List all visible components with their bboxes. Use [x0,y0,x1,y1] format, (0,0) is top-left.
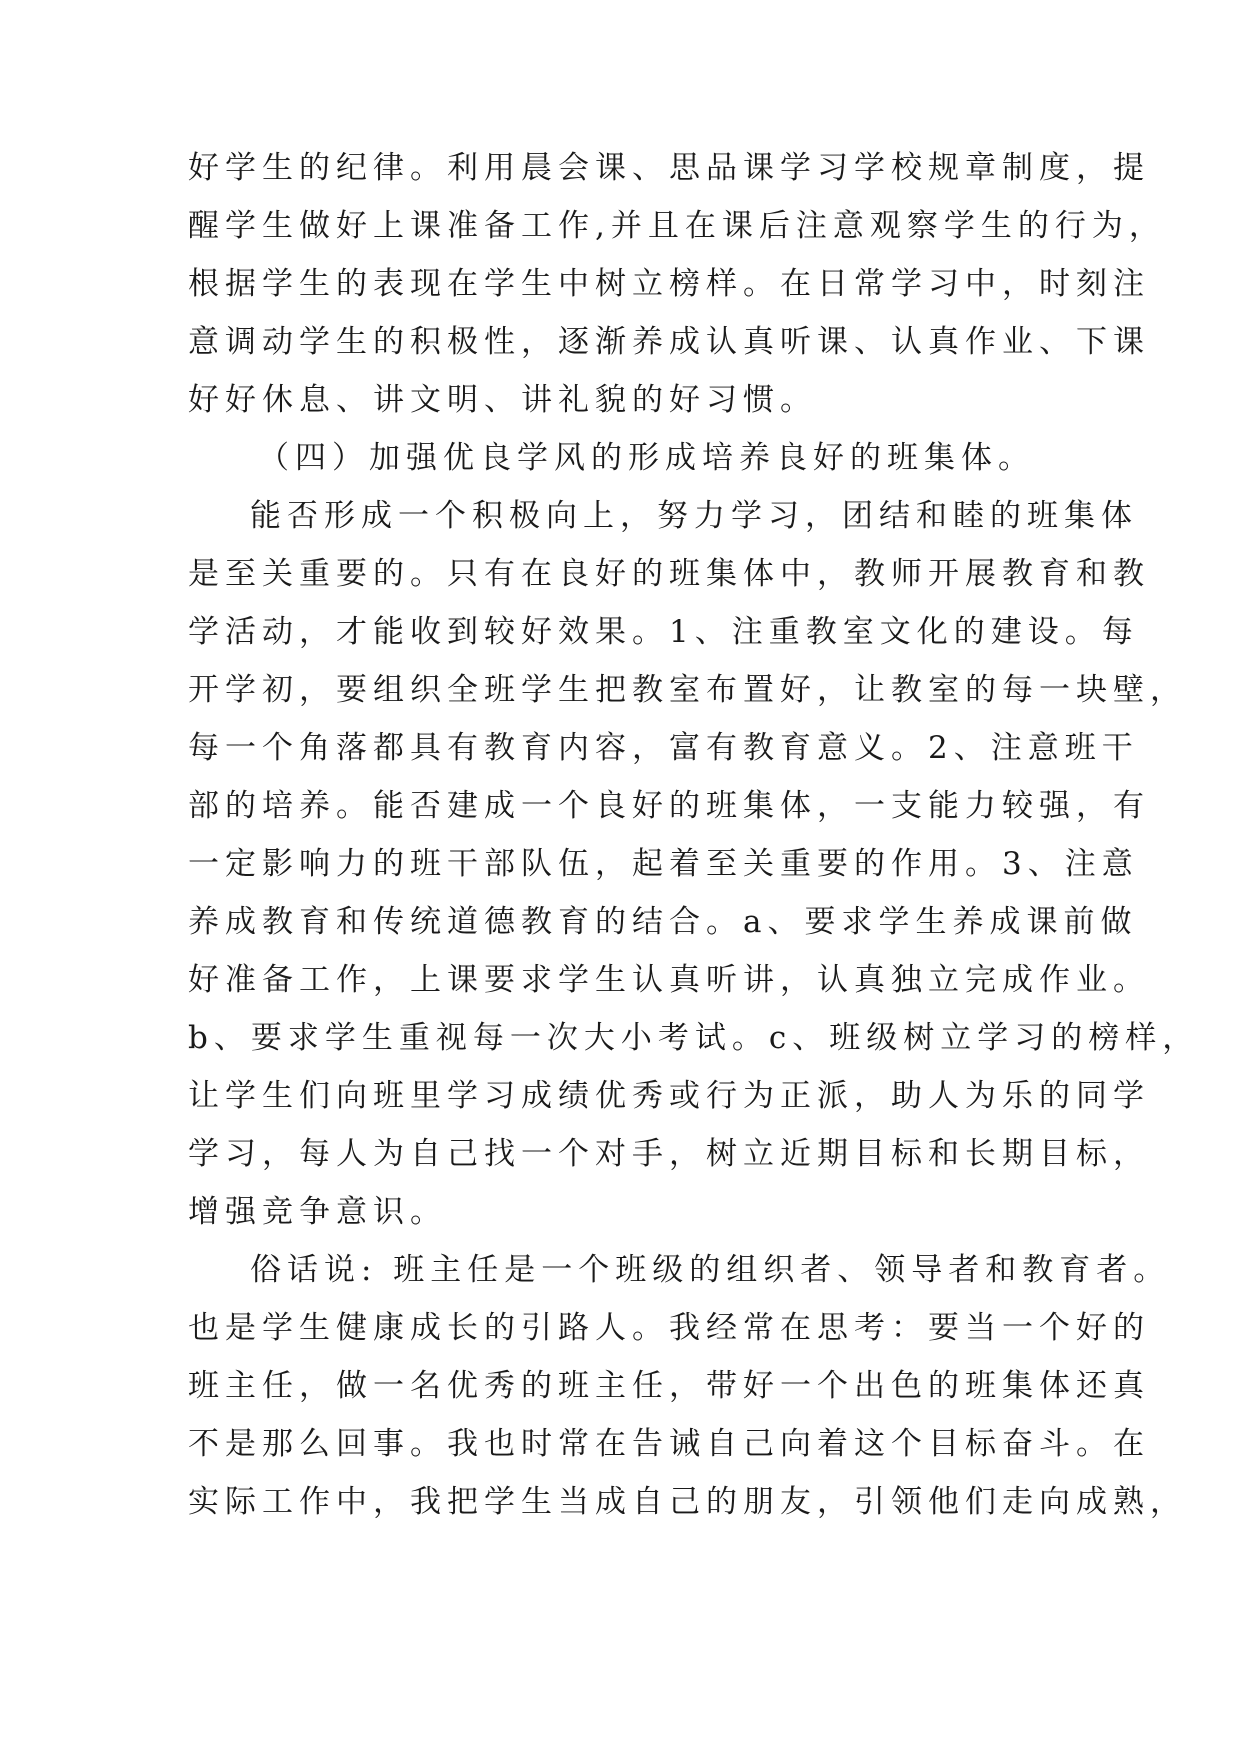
text-line-19: 增强竞争意识。 [188,1194,447,1230]
text-line-4: 意调动学生的积极性，逐渐养成认真听课、认真作业、下课 [188,324,1150,360]
text-line-3: 根据学生的表现在学生中树立榜样。在日常学习中，时刻注 [188,266,1150,302]
text-line-23: 不是那么回事。我也时常在告诫自己向着这个目标奋斗。在 [188,1426,1150,1462]
text-line-15: 好准备工作，上课要求学生认真听讲，认真独立完成作业。 [188,962,1150,998]
text-line-10: 开学初，要组织全班学生把教室布置好，让教室的每一块壁， [188,672,1187,708]
text-line-18: 学习，每人为自己找一个对手，树立近期目标和长期目标， [188,1136,1150,1172]
text-line-7: 能否形成一个积极向上，努力学习，团结和睦的班集体 [250,498,1138,534]
text-line-5: 好好休息、讲文明、讲礼貌的好习惯。 [188,382,817,418]
text-line-22: 班主任，做一名优秀的班主任，带好一个出色的班集体还真 [188,1368,1150,1404]
text-line-20: 俗话说: 班主任是一个班级的组织者、领导者和教育者。 [250,1252,1171,1288]
text-line-2: 醒学生做好上课准备工作,并且在课后注意观察学生的行为， [188,208,1166,244]
text-line-21: 也是学生健康成长的引路人。我经常在思考：要当一个好的 [188,1310,1150,1346]
text-line-11: 每一个角落都具有教育内容，富有教育意义。2、注意班干 [188,730,1139,766]
text-line-9: 学活动，才能收到较好效果。1、注重教室文化的建设。每 [188,614,1139,650]
section-heading: （四）加强优良学风的形成培养良好的班集体。 [258,440,1035,476]
text-line-8: 是至关重要的。只有在良好的班集体中，教师开展教育和教 [188,556,1150,592]
text-line-24: 实际工作中，我把学生当成自己的朋友，引领他们走向成熟， [188,1484,1187,1520]
text-line-17: 让学生们向班里学习成绩优秀或行为正派，助人为乐的同学 [188,1078,1150,1114]
text-line-1: 好学生的纪律。利用晨会课、思品课学习学校规章制度，提 [188,150,1150,186]
text-line-14: 养成教育和传统道德教育的结合。a、要求学生养成课前做 [188,904,1138,940]
text-line-13: 一定影响力的班干部队伍，起着至关重要的作用。3、注意 [188,846,1139,882]
text-line-16: b、要求学生重视每一次大小考试。c、班级树立学习的榜样， [188,1020,1200,1056]
text-line-12: 部的培养。能否建成一个良好的班集体，一支能力较强，有 [188,788,1150,824]
